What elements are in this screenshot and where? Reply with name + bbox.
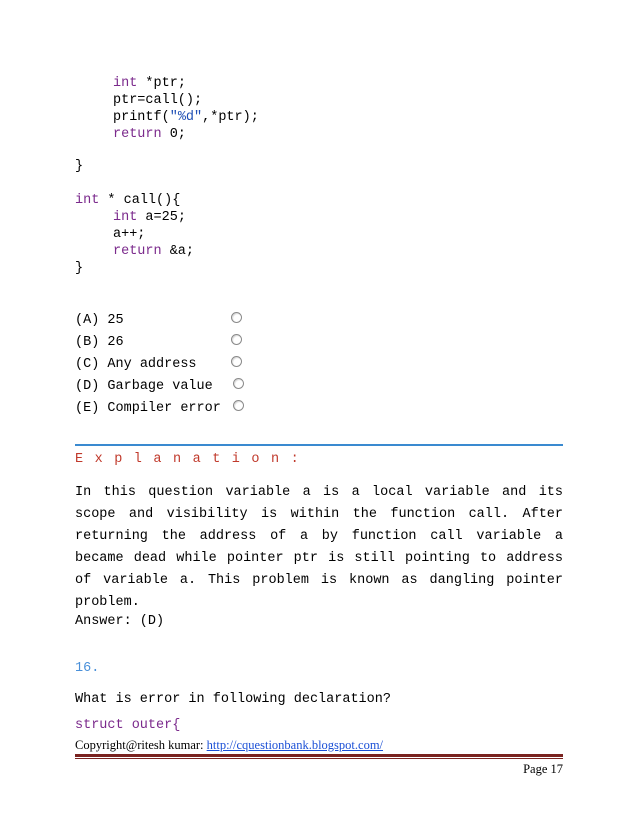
radio-option-d[interactable] [233,378,244,389]
question-number: 16. [75,661,100,676]
explanation-heading: Explanation: [75,452,311,467]
radio-option-c[interactable] [231,356,242,367]
page-number: Page 17 [523,762,563,776]
copyright-text: Copyright@ritesh kumar: [75,738,207,752]
option-text: Garbage value [107,379,213,394]
keyword: int [113,210,138,225]
string-literal: "%d" [169,110,203,125]
footer-rule-thin [75,758,563,759]
code-line-3 [113,110,259,126]
keyword: return [113,127,162,142]
option-a [75,313,124,329]
code-line-1 [113,76,186,92]
option-text: 25 [107,313,124,328]
radio-option-e[interactable] [233,400,244,411]
option-letter: (B) [75,335,100,350]
code-close-brace-1: } [75,159,84,174]
radio-option-a[interactable] [231,312,242,323]
option-text: 26 [107,335,124,350]
code-text: ,*ptr); [202,110,259,125]
code-func-line-1 [113,210,186,226]
option-letter: (D) [75,379,100,394]
code-close-brace-2: } [75,261,84,276]
code-text: 0; [161,127,186,142]
radio-option-b[interactable] [231,334,242,345]
code-text: a=25; [137,210,186,225]
code-text: * call(){ [99,193,181,208]
keyword: int [75,193,100,208]
code-func-line-3 [113,244,194,260]
option-e [75,401,221,417]
footer-rule-thick [75,754,563,757]
option-d [75,379,213,395]
code-text: printf( [113,110,170,125]
section-divider [75,444,563,446]
code-line-2: ptr=call(); [113,93,203,108]
option-letter: (C) [75,357,100,372]
footer-copyright [75,738,383,753]
code-func-line-2: a++; [113,227,146,242]
option-text: Any address [107,357,197,372]
code-func-decl [75,193,180,209]
code-line-4 [113,127,186,143]
keyword: return [113,244,162,259]
blog-link[interactable]: http://cquestionbank.blogspot.com/ [206,738,384,752]
option-letter: (E) [75,401,100,416]
option-text: Compiler error [107,401,221,416]
code-text: &a; [161,244,195,259]
answer-text: Answer: (D) [75,614,165,629]
option-c [75,357,197,373]
option-b [75,335,124,351]
code-struct-start [75,718,180,734]
explanation-body: In this question variable a is a local variable and its scope and visibility is within the function call. After returning the address of a by function call variable a became dead while pointer ptr is still pointing to address of variable a. This problem is known as dangling pointer problem. [75,485,563,610]
code-text: *ptr; [137,76,186,91]
keyword: struct outer{ [75,718,181,733]
option-letter: (A) [75,313,100,328]
question-text: What is error in following declaration? [75,692,391,707]
keyword: int [113,76,138,91]
